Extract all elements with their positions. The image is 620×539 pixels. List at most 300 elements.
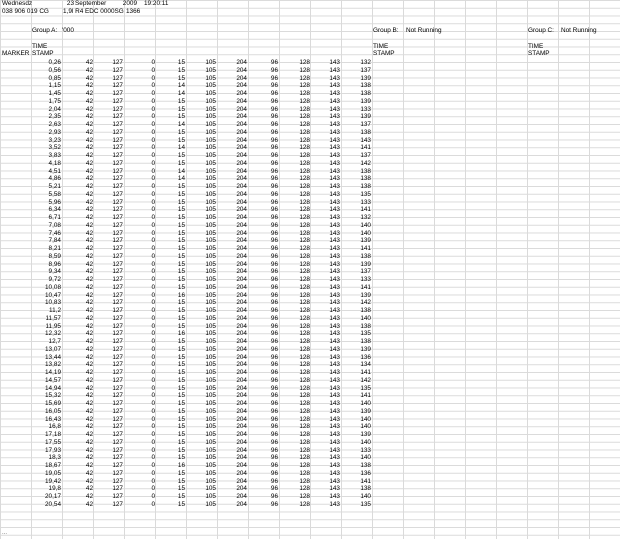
- value-cell[interactable]: 128: [299, 121, 310, 128]
- value-cell[interactable]: 128: [299, 431, 310, 438]
- value-cell[interactable]: 105: [205, 415, 216, 423]
- value-cell[interactable]: 96: [270, 66, 278, 74]
- value-cell[interactable]: 0: [151, 454, 155, 462]
- value-cell[interactable]: 133: [360, 198, 371, 206]
- time-stamp-cell[interactable]: 11,95: [45, 322, 61, 330]
- value-cell[interactable]: 0: [151, 136, 155, 144]
- value-cell[interactable]: 0: [151, 206, 155, 214]
- value-cell[interactable]: 143: [329, 121, 340, 128]
- value-cell[interactable]: 15: [177, 74, 185, 82]
- value-cell[interactable]: 0: [151, 400, 155, 407]
- value-cell[interactable]: 127: [112, 384, 123, 392]
- value-cell[interactable]: 142: [360, 376, 371, 384]
- value-cell[interactable]: 204: [236, 338, 247, 345]
- value-cell[interactable]: 15: [177, 136, 185, 144]
- value-cell[interactable]: 204: [236, 400, 247, 407]
- value-cell[interactable]: 96: [270, 260, 278, 268]
- value-cell[interactable]: 15: [177, 353, 185, 361]
- value-cell[interactable]: 15: [177, 268, 185, 276]
- value-cell[interactable]: 96: [270, 384, 278, 392]
- value-cell[interactable]: 127: [112, 144, 123, 152]
- value-cell[interactable]: 128: [299, 167, 310, 175]
- value-cell[interactable]: 138: [360, 462, 371, 469]
- value-cell[interactable]: 0: [151, 462, 155, 469]
- value-cell[interactable]: 132: [360, 59, 371, 66]
- value-cell[interactable]: 105: [205, 493, 216, 500]
- value-cell[interactable]: 42: [85, 392, 93, 400]
- value-cell[interactable]: 127: [112, 477, 123, 485]
- value-cell[interactable]: 96: [270, 82, 278, 90]
- value-cell[interactable]: 96: [270, 105, 278, 113]
- value-cell[interactable]: 204: [236, 59, 247, 66]
- value-cell[interactable]: 127: [112, 214, 123, 221]
- value-cell[interactable]: 127: [112, 121, 123, 128]
- time-stamp-cell[interactable]: 7,08: [48, 221, 61, 229]
- value-cell[interactable]: 42: [85, 314, 93, 322]
- value-cell[interactable]: 0: [151, 485, 155, 493]
- time-stamp-cell[interactable]: 12,7: [48, 338, 61, 345]
- time-stamp-cell[interactable]: 6,71: [48, 214, 61, 221]
- value-cell[interactable]: 15: [177, 384, 185, 392]
- value-cell[interactable]: 204: [236, 407, 247, 415]
- value-cell[interactable]: 138: [360, 485, 371, 493]
- time-stamp-cell[interactable]: 7,46: [48, 229, 61, 237]
- time-stamp-cell[interactable]: 1,75: [48, 97, 61, 105]
- value-cell[interactable]: 42: [85, 307, 93, 314]
- value-cell[interactable]: 105: [205, 361, 216, 369]
- value-cell[interactable]: 0: [151, 159, 155, 167]
- value-cell[interactable]: 96: [270, 198, 278, 206]
- value-cell[interactable]: 143: [329, 97, 340, 105]
- value-cell[interactable]: 127: [112, 136, 123, 144]
- value-cell[interactable]: 105: [205, 353, 216, 361]
- value-cell[interactable]: 42: [85, 159, 93, 167]
- value-cell[interactable]: 15: [177, 392, 185, 400]
- value-cell[interactable]: 127: [112, 431, 123, 438]
- value-cell[interactable]: 127: [112, 260, 123, 268]
- time-stamp-cell[interactable]: 9,34: [48, 268, 61, 276]
- value-cell[interactable]: 140: [360, 493, 371, 500]
- value-cell[interactable]: 143: [329, 291, 340, 299]
- value-cell[interactable]: 204: [236, 493, 247, 500]
- value-cell[interactable]: 140: [360, 400, 371, 407]
- value-cell[interactable]: 15: [177, 493, 185, 500]
- value-cell[interactable]: 105: [205, 198, 216, 206]
- value-cell[interactable]: 127: [112, 400, 123, 407]
- time-stamp-cell[interactable]: 7,84: [48, 237, 61, 245]
- value-cell[interactable]: 0: [151, 384, 155, 392]
- value-cell[interactable]: 42: [85, 477, 93, 485]
- value-cell[interactable]: 135: [360, 500, 371, 508]
- value-cell[interactable]: 105: [205, 260, 216, 268]
- value-cell[interactable]: 105: [205, 121, 216, 128]
- value-cell[interactable]: 140: [360, 229, 371, 237]
- value-cell[interactable]: 139: [360, 237, 371, 245]
- value-cell[interactable]: 105: [205, 229, 216, 237]
- value-cell[interactable]: 127: [112, 322, 123, 330]
- value-cell[interactable]: 204: [236, 299, 247, 307]
- value-cell[interactable]: 105: [205, 113, 216, 121]
- value-cell[interactable]: 42: [85, 454, 93, 462]
- value-cell[interactable]: 128: [299, 369, 310, 376]
- value-cell[interactable]: 42: [85, 330, 93, 338]
- value-cell[interactable]: 128: [299, 229, 310, 237]
- value-cell[interactable]: 42: [85, 152, 93, 159]
- value-cell[interactable]: 0: [151, 260, 155, 268]
- code-cell[interactable]: 1366: [126, 8, 141, 15]
- date-month-cell[interactable]: September: [75, 0, 107, 7]
- value-cell[interactable]: 105: [205, 152, 216, 159]
- value-cell[interactable]: 204: [236, 237, 247, 245]
- value-cell[interactable]: 143: [329, 299, 340, 307]
- value-cell[interactable]: 105: [205, 407, 216, 415]
- value-cell[interactable]: 0: [151, 183, 155, 190]
- value-cell[interactable]: 204: [236, 454, 247, 462]
- time-stamp-cell[interactable]: 15,32: [45, 392, 61, 400]
- value-cell[interactable]: 15: [177, 59, 185, 66]
- value-cell[interactable]: 15: [177, 431, 185, 438]
- value-cell[interactable]: 127: [112, 82, 123, 90]
- value-cell[interactable]: 137: [360, 121, 371, 128]
- value-cell[interactable]: 204: [236, 462, 247, 469]
- time-stamp-cell[interactable]: 13,44: [45, 353, 61, 361]
- value-cell[interactable]: 204: [236, 159, 247, 167]
- value-cell[interactable]: 143: [329, 260, 340, 268]
- value-cell[interactable]: 96: [270, 493, 278, 500]
- value-cell[interactable]: 0: [151, 190, 155, 198]
- value-cell[interactable]: 204: [236, 477, 247, 485]
- value-cell[interactable]: 204: [236, 221, 247, 229]
- value-cell[interactable]: 138: [360, 252, 371, 260]
- value-cell[interactable]: 135: [360, 384, 371, 392]
- value-cell[interactable]: 15: [177, 400, 185, 407]
- value-cell[interactable]: 204: [236, 175, 247, 183]
- value-cell[interactable]: 42: [85, 322, 93, 330]
- value-cell[interactable]: 105: [205, 438, 216, 446]
- value-cell[interactable]: 0: [151, 322, 155, 330]
- value-cell[interactable]: 140: [360, 454, 371, 462]
- value-cell[interactable]: 139: [360, 291, 371, 299]
- time-stamp-cell[interactable]: 4,86: [48, 175, 61, 183]
- value-cell[interactable]: 128: [299, 237, 310, 245]
- value-cell[interactable]: 15: [177, 97, 185, 105]
- value-cell[interactable]: 15: [177, 345, 185, 353]
- value-cell[interactable]: 204: [236, 190, 247, 198]
- value-cell[interactable]: 15: [177, 338, 185, 345]
- value-cell[interactable]: 141: [360, 283, 371, 291]
- value-cell[interactable]: 128: [299, 384, 310, 392]
- value-cell[interactable]: 204: [236, 423, 247, 431]
- value-cell[interactable]: 127: [112, 423, 123, 431]
- value-cell[interactable]: 204: [236, 245, 247, 252]
- value-cell[interactable]: 42: [85, 369, 93, 376]
- value-cell[interactable]: 105: [205, 175, 216, 183]
- value-cell[interactable]: 127: [112, 493, 123, 500]
- time-stamp-cell[interactable]: 19,42: [45, 477, 61, 485]
- value-cell[interactable]: 143: [329, 338, 340, 345]
- value-cell[interactable]: 96: [270, 415, 278, 423]
- value-cell[interactable]: 128: [299, 493, 310, 500]
- value-cell[interactable]: 137: [360, 66, 371, 74]
- time-stamp-cell[interactable]: 19,05: [45, 469, 61, 477]
- value-cell[interactable]: 0: [151, 415, 155, 423]
- value-cell[interactable]: 204: [236, 183, 247, 190]
- value-cell[interactable]: 143: [329, 322, 340, 330]
- value-cell[interactable]: 105: [205, 159, 216, 167]
- value-cell[interactable]: 138: [360, 338, 371, 345]
- engine-cell[interactable]: 1,9l R4 EDC 0000SG: [63, 8, 124, 15]
- value-cell[interactable]: 15: [177, 369, 185, 376]
- value-cell[interactable]: 96: [270, 361, 278, 369]
- value-cell[interactable]: 42: [85, 59, 93, 66]
- value-cell[interactable]: 204: [236, 97, 247, 105]
- time-stamp-cell[interactable]: 5,21: [48, 183, 61, 190]
- value-cell[interactable]: 42: [85, 97, 93, 105]
- time-stamp-cell[interactable]: 19,8: [48, 485, 61, 493]
- value-cell[interactable]: 96: [270, 353, 278, 361]
- time-stamp-cell[interactable]: 1,45: [48, 90, 61, 97]
- value-cell[interactable]: 143: [329, 221, 340, 229]
- value-cell[interactable]: 204: [236, 485, 247, 493]
- value-cell[interactable]: 96: [270, 276, 278, 283]
- value-cell[interactable]: 143: [329, 113, 340, 121]
- value-cell[interactable]: 42: [85, 206, 93, 214]
- value-cell[interactable]: 141: [360, 245, 371, 252]
- value-cell[interactable]: 42: [85, 183, 93, 190]
- value-cell[interactable]: 143: [329, 167, 340, 175]
- value-cell[interactable]: 42: [85, 221, 93, 229]
- value-cell[interactable]: 0: [151, 144, 155, 152]
- value-cell[interactable]: 105: [205, 206, 216, 214]
- value-cell[interactable]: 15: [177, 206, 185, 214]
- value-cell[interactable]: 204: [236, 214, 247, 221]
- value-cell[interactable]: 0: [151, 330, 155, 338]
- value-cell[interactable]: 128: [299, 183, 310, 190]
- group-c-stamp-header[interactable]: STAMP: [528, 50, 550, 57]
- value-cell[interactable]: 42: [85, 431, 93, 438]
- value-cell[interactable]: 135: [360, 330, 371, 338]
- value-cell[interactable]: 143: [329, 159, 340, 167]
- value-cell[interactable]: 105: [205, 291, 216, 299]
- value-cell[interactable]: 204: [236, 66, 247, 74]
- marker-header[interactable]: MARKER: [2, 50, 30, 57]
- time-stamp-cell[interactable]: 17,55: [45, 438, 61, 446]
- value-cell[interactable]: 204: [236, 446, 247, 454]
- value-cell[interactable]: 105: [205, 268, 216, 276]
- value-cell[interactable]: 127: [112, 462, 123, 469]
- value-cell[interactable]: 127: [112, 469, 123, 477]
- value-cell[interactable]: 143: [329, 136, 340, 144]
- value-cell[interactable]: 127: [112, 330, 123, 338]
- value-cell[interactable]: 0: [151, 493, 155, 500]
- time-stamp-cell[interactable]: 8,21: [48, 245, 61, 252]
- value-cell[interactable]: 128: [299, 90, 310, 97]
- value-cell[interactable]: 135: [360, 190, 371, 198]
- value-cell[interactable]: 42: [85, 376, 93, 384]
- value-cell[interactable]: 140: [360, 415, 371, 423]
- time-stamp-cell[interactable]: 10,47: [45, 291, 61, 299]
- time-stamp-cell[interactable]: 9,72: [48, 276, 61, 283]
- value-cell[interactable]: 204: [236, 121, 247, 128]
- value-cell[interactable]: 96: [270, 214, 278, 221]
- value-cell[interactable]: 204: [236, 392, 247, 400]
- value-cell[interactable]: 105: [205, 299, 216, 307]
- time-cell[interactable]: 19:20:11: [144, 0, 169, 7]
- value-cell[interactable]: 96: [270, 59, 278, 66]
- value-cell[interactable]: 105: [205, 74, 216, 82]
- value-cell[interactable]: 138: [360, 183, 371, 190]
- value-cell[interactable]: 143: [329, 446, 340, 454]
- value-cell[interactable]: 105: [205, 214, 216, 221]
- value-cell[interactable]: 0: [151, 82, 155, 90]
- value-cell[interactable]: 105: [205, 384, 216, 392]
- value-cell[interactable]: 105: [205, 59, 216, 66]
- value-cell[interactable]: 143: [329, 276, 340, 283]
- value-cell[interactable]: 0: [151, 175, 155, 183]
- value-cell[interactable]: 0: [151, 376, 155, 384]
- value-cell[interactable]: 14: [177, 175, 185, 183]
- value-cell[interactable]: 0: [151, 152, 155, 159]
- value-cell[interactable]: 143: [329, 144, 340, 152]
- value-cell[interactable]: 105: [205, 221, 216, 229]
- value-cell[interactable]: 0: [151, 446, 155, 454]
- value-cell[interactable]: 0: [151, 469, 155, 477]
- value-cell[interactable]: 96: [270, 291, 278, 299]
- value-cell[interactable]: 105: [205, 485, 216, 493]
- value-cell[interactable]: 128: [299, 283, 310, 291]
- value-cell[interactable]: 0: [151, 237, 155, 245]
- value-cell[interactable]: 0: [151, 299, 155, 307]
- value-cell[interactable]: 204: [236, 283, 247, 291]
- value-cell[interactable]: 96: [270, 268, 278, 276]
- value-cell[interactable]: 128: [299, 206, 310, 214]
- value-cell[interactable]: 127: [112, 283, 123, 291]
- value-cell[interactable]: 204: [236, 345, 247, 353]
- value-cell[interactable]: 143: [329, 283, 340, 291]
- value-cell[interactable]: 105: [205, 283, 216, 291]
- value-cell[interactable]: 105: [205, 190, 216, 198]
- value-cell[interactable]: 0: [151, 369, 155, 376]
- value-cell[interactable]: 128: [299, 105, 310, 113]
- value-cell[interactable]: 143: [329, 74, 340, 82]
- value-cell[interactable]: 42: [85, 229, 93, 237]
- value-cell[interactable]: 42: [85, 299, 93, 307]
- value-cell[interactable]: 105: [205, 322, 216, 330]
- value-cell[interactable]: 127: [112, 392, 123, 400]
- value-cell[interactable]: 0: [151, 276, 155, 283]
- value-cell[interactable]: 105: [205, 462, 216, 469]
- time-stamp-cell[interactable]: 8,96: [48, 260, 61, 268]
- time-stamp-cell[interactable]: 12,32: [45, 330, 61, 338]
- value-cell[interactable]: 0: [151, 105, 155, 113]
- value-cell[interactable]: 128: [299, 291, 310, 299]
- time-stamp-cell[interactable]: 5,58: [48, 190, 61, 198]
- value-cell[interactable]: 143: [329, 314, 340, 322]
- value-cell[interactable]: 127: [112, 152, 123, 159]
- value-cell[interactable]: 105: [205, 446, 216, 454]
- value-cell[interactable]: 204: [236, 500, 247, 508]
- time-stamp-cell[interactable]: 17,18: [45, 431, 61, 438]
- value-cell[interactable]: 127: [112, 454, 123, 462]
- value-cell[interactable]: 127: [112, 299, 123, 307]
- value-cell[interactable]: 42: [85, 338, 93, 345]
- time-stamp-cell[interactable]: 18,67: [45, 462, 61, 469]
- value-cell[interactable]: 105: [205, 431, 216, 438]
- value-cell[interactable]: 42: [85, 384, 93, 392]
- time-stamp-cell[interactable]: 5,96: [48, 198, 61, 206]
- time-stamp-cell[interactable]: 20,54: [45, 500, 61, 508]
- value-cell[interactable]: 15: [177, 252, 185, 260]
- value-cell[interactable]: 128: [299, 353, 310, 361]
- time-stamp-cell[interactable]: 16,43: [45, 415, 61, 423]
- value-cell[interactable]: 96: [270, 299, 278, 307]
- value-cell[interactable]: 204: [236, 82, 247, 90]
- value-cell[interactable]: 204: [236, 361, 247, 369]
- value-cell[interactable]: 105: [205, 97, 216, 105]
- value-cell[interactable]: 143: [329, 307, 340, 314]
- value-cell[interactable]: 96: [270, 159, 278, 167]
- value-cell[interactable]: 204: [236, 353, 247, 361]
- value-cell[interactable]: 204: [236, 291, 247, 299]
- value-cell[interactable]: 127: [112, 206, 123, 214]
- value-cell[interactable]: 15: [177, 66, 185, 74]
- value-cell[interactable]: 96: [270, 90, 278, 97]
- value-cell[interactable]: 105: [205, 82, 216, 90]
- value-cell[interactable]: 15: [177, 299, 185, 307]
- value-cell[interactable]: 0: [151, 431, 155, 438]
- value-cell[interactable]: 128: [299, 322, 310, 330]
- value-cell[interactable]: 96: [270, 113, 278, 121]
- value-cell[interactable]: 105: [205, 105, 216, 113]
- value-cell[interactable]: 128: [299, 66, 310, 74]
- value-cell[interactable]: 0: [151, 438, 155, 446]
- value-cell[interactable]: 16: [177, 291, 185, 299]
- value-cell[interactable]: 0: [151, 229, 155, 237]
- value-cell[interactable]: 42: [85, 167, 93, 175]
- value-cell[interactable]: 96: [270, 144, 278, 152]
- value-cell[interactable]: 42: [85, 113, 93, 121]
- time-stamp-cell[interactable]: 2,93: [48, 128, 61, 136]
- value-cell[interactable]: 15: [177, 407, 185, 415]
- value-cell[interactable]: 96: [270, 152, 278, 159]
- value-cell[interactable]: 143: [329, 469, 340, 477]
- value-cell[interactable]: 128: [299, 175, 310, 183]
- value-cell[interactable]: 143: [329, 190, 340, 198]
- value-cell[interactable]: 141: [360, 392, 371, 400]
- value-cell[interactable]: 141: [360, 206, 371, 214]
- value-cell[interactable]: 42: [85, 415, 93, 423]
- value-cell[interactable]: 0: [151, 167, 155, 175]
- value-cell[interactable]: 143: [329, 252, 340, 260]
- value-cell[interactable]: 204: [236, 369, 247, 376]
- value-cell[interactable]: 143: [329, 214, 340, 221]
- value-cell[interactable]: 0: [151, 128, 155, 136]
- value-cell[interactable]: 42: [85, 105, 93, 113]
- value-cell[interactable]: 204: [236, 128, 247, 136]
- value-cell[interactable]: 0: [151, 500, 155, 508]
- value-cell[interactable]: 128: [299, 221, 310, 229]
- group-c-status[interactable]: Not Running: [561, 27, 597, 34]
- time-stamp-cell[interactable]: 10,83: [45, 299, 61, 307]
- value-cell[interactable]: 15: [177, 198, 185, 206]
- value-cell[interactable]: 204: [236, 307, 247, 314]
- value-cell[interactable]: 139: [360, 113, 371, 121]
- value-cell[interactable]: 42: [85, 283, 93, 291]
- value-cell[interactable]: 96: [270, 128, 278, 136]
- value-cell[interactable]: 204: [236, 314, 247, 322]
- value-cell[interactable]: 127: [112, 90, 123, 97]
- value-cell[interactable]: 204: [236, 260, 247, 268]
